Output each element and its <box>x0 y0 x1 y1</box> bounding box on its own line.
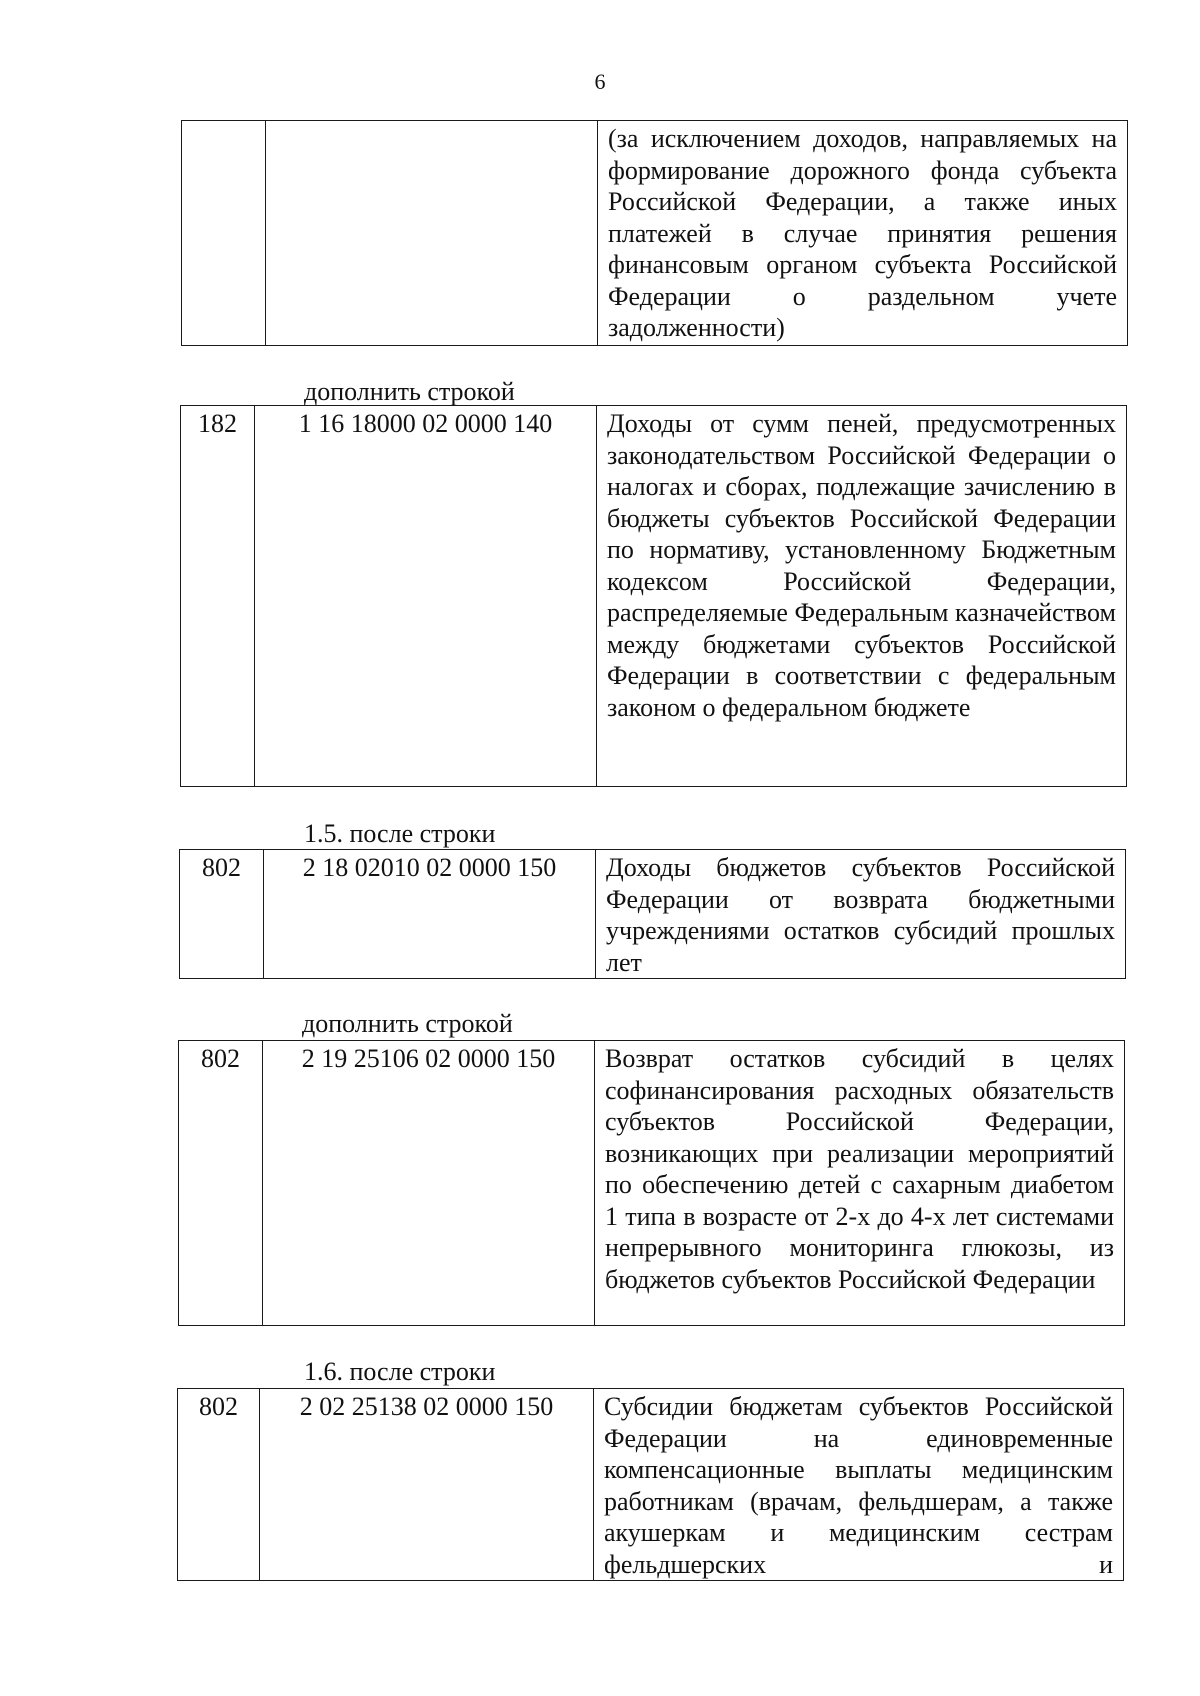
record-table <box>180 405 1127 787</box>
instruction-note: дополнить строкой <box>302 1009 513 1038</box>
code-cell: 802 <box>179 1041 263 1326</box>
description-cell: (за исключением доходов, направляемых на формирование дорожного фонда субъекта Российской Федерации, а также иных платежей в случае принятия решения финансовым органом субъекта Российской Федерации о раздельном учете задолженности) <box>598 121 1128 346</box>
instruction-note: дополнить строкой <box>304 377 515 406</box>
description-cell: Доходы от сумм пеней, предусмотренных законодательством Российской Федерации о налогах и сборах, подлежащие зачислению в бюджеты субъектов Российской Федерации по нормативу, установленному Бюджетным кодексом Российской Федерации, распределяемые Федеральным казначейством между бюджетами субъектов Российской Федерации в соответствии с федеральным законом о федеральном бюджете <box>597 406 1127 787</box>
code-cell: 802 <box>178 1389 260 1581</box>
record-table <box>179 849 1126 979</box>
table-row <box>181 406 1127 787</box>
code-cell <box>182 121 266 346</box>
table-row <box>179 1041 1125 1326</box>
code-cell: 182 <box>181 406 255 787</box>
table-row <box>180 850 1126 979</box>
kbk-cell <box>266 121 598 346</box>
description-cell: Возврат остатков субсидий в целях софинансирования расходных обязательств субъектов Российской Федерации, возникающих при реализации мероприятий по обеспечению детей с сахарным диабетом 1 типа в возрасте от 2-х до 4-х лет системами непрерывного мониторинга глюкозы, из бюджетов субъектов Российской Федерации <box>595 1041 1125 1326</box>
instruction-note: 1.6. после строки <box>304 1357 496 1386</box>
record-table <box>177 1388 1124 1581</box>
table-row <box>182 121 1128 346</box>
instruction-note: 1.5. после строки <box>304 819 496 848</box>
page-number: 6 <box>594 69 606 94</box>
description-cell: Субсидии бюджетам субъектов Российской Федерации на единовременные компенсационные выплаты медицинским работникам (врачам, фельдшерам, а также акушеркам и медицинским сестрам фельдшерских и <box>594 1389 1124 1581</box>
record-table <box>178 1040 1125 1326</box>
continuation-table <box>181 120 1128 346</box>
table-row <box>178 1389 1124 1581</box>
kbk-cell: 2 19 25106 02 0000 150 <box>263 1041 595 1326</box>
code-cell: 802 <box>180 850 264 979</box>
kbk-cell: 2 02 25138 02 0000 150 <box>260 1389 594 1581</box>
description-cell: Доходы бюджетов субъектов Российской Федерации от возврата бюджетными учреждениями остатков субсидий прошлых лет <box>596 850 1126 979</box>
kbk-cell: 1 16 18000 02 0000 140 <box>255 406 597 787</box>
kbk-cell: 2 18 02010 02 0000 150 <box>264 850 596 979</box>
